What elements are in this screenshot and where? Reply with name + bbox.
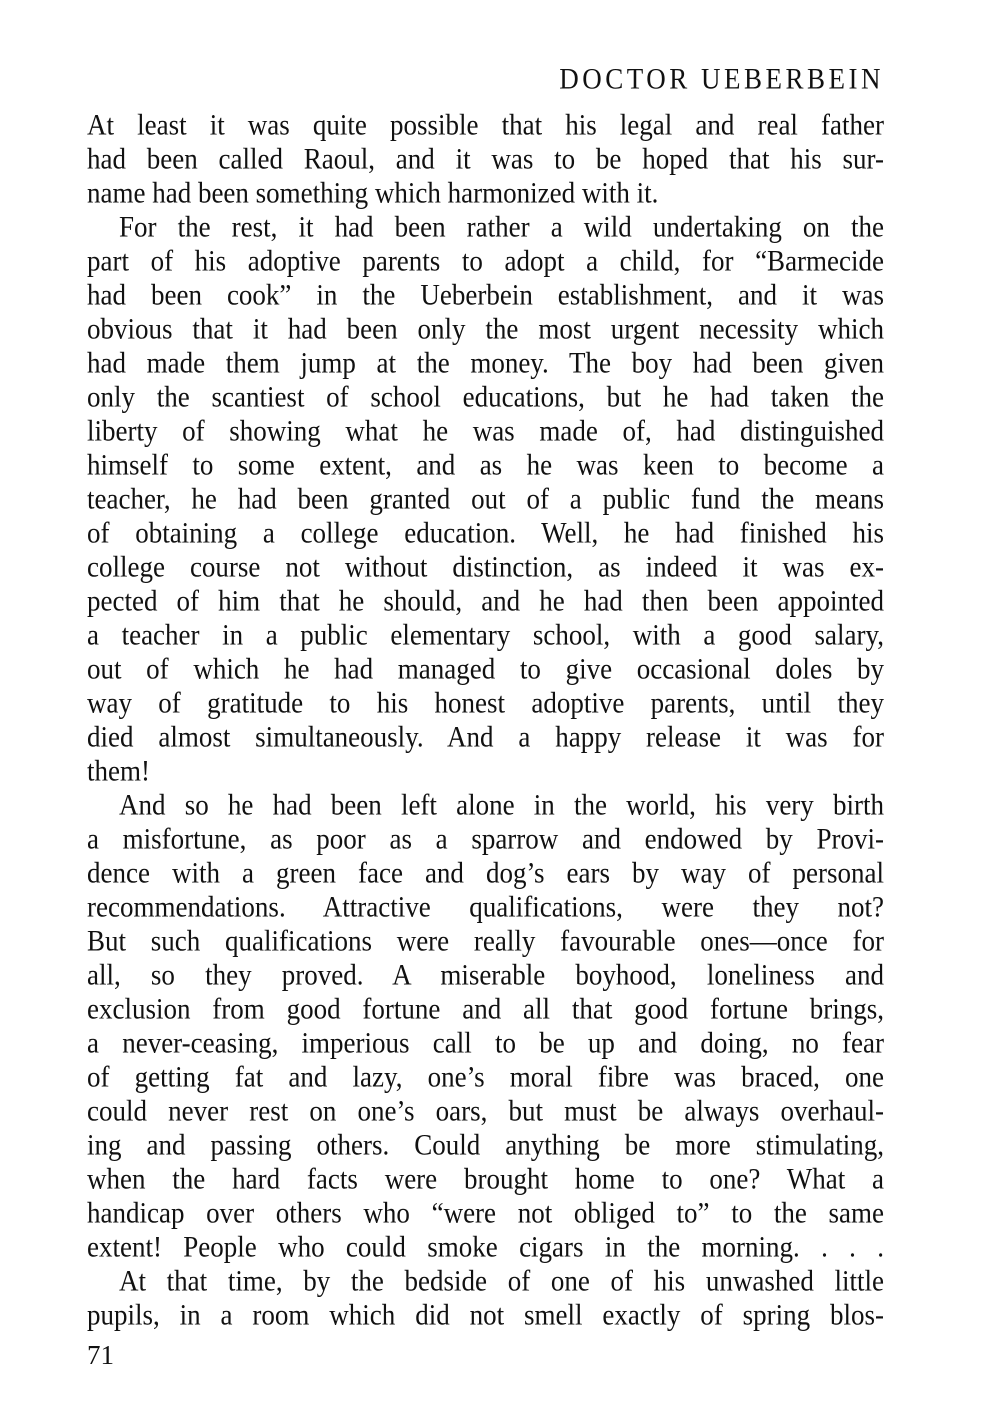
text-line: a never-ceasing, imperious call to be up and doing, no fear bbox=[87, 1026, 884, 1060]
text-line: when the hard facts were brought home to one? What a bbox=[87, 1162, 884, 1196]
text-line: At least it was quite possible that his legal and real father bbox=[87, 108, 884, 142]
text-line: a misfortune, as poor as a sparrow and endowed by Provi- bbox=[87, 822, 884, 856]
paragraph-2 bbox=[87, 210, 884, 788]
text-line: college course not without distinction, as indeed it was ex- bbox=[87, 550, 884, 584]
text-line: teacher, he had been granted out of a public fund the means bbox=[87, 482, 884, 516]
text-line: had been called Raoul, and it was to be hoped that his sur- bbox=[87, 142, 884, 176]
text-line: only the scantiest of school educations, but he had taken the bbox=[87, 380, 884, 414]
text-line: recommendations. Attractive qualifications, were they not? bbox=[87, 890, 884, 924]
text-line: ing and passing others. Could anything be more stimulating, bbox=[87, 1128, 884, 1162]
page-number: 71 bbox=[87, 1340, 114, 1370]
text-line: had made them jump at the money. The boy had been given bbox=[87, 346, 884, 380]
paragraph-1 bbox=[87, 108, 884, 210]
text-line: way of gratitude to his honest adoptive parents, until they bbox=[87, 686, 884, 720]
text-line: of getting fat and lazy, one’s moral fibre was braced, one bbox=[87, 1060, 884, 1094]
text-line: pected of him that he should, and he had then been appointed bbox=[87, 584, 884, 618]
text-line: died almost simultaneously. And a happy release it was for bbox=[87, 720, 884, 754]
text-line: At that time, by the bedside of one of his unwashed little bbox=[119, 1264, 884, 1298]
text-line: a teacher in a public elementary school, with a good salary, bbox=[87, 618, 884, 652]
text-line: of obtaining a college education. Well, he had finished his bbox=[87, 516, 884, 550]
text-line: could never rest on one’s oars, but must be always overhaul- bbox=[87, 1094, 884, 1128]
running-head: DOCTOR UEBERBEIN bbox=[559, 62, 884, 95]
text-line: pupils, in a room which did not smell exactly of spring blos- bbox=[87, 1298, 884, 1332]
paragraph-4 bbox=[87, 1264, 884, 1332]
text-line: For the rest, it had been rather a wild undertaking on the bbox=[119, 210, 884, 244]
text-line: part of his adoptive parents to adopt a child, for “Barmecide bbox=[87, 244, 884, 278]
text-line: himself to some extent, and as he was keen to become a bbox=[87, 448, 884, 482]
text-line: exclusion from good fortune and all that good fortune brings, bbox=[87, 992, 884, 1026]
text-line: obvious that it had been only the most urgent necessity which bbox=[87, 312, 884, 346]
paragraph-3 bbox=[87, 788, 884, 1264]
text-line: And so he had been left alone in the world, his very birth bbox=[119, 788, 884, 822]
text-line: out of which he had managed to give occasional doles by bbox=[87, 652, 884, 686]
text-line: all, so they proved. A miserable boyhood, loneliness and bbox=[87, 958, 884, 992]
text-line: had been cook” in the Ueberbein establishment, and it was bbox=[87, 278, 884, 312]
text-line: But such qualifications were really favourable ones—once for bbox=[87, 924, 884, 958]
text-line: name had been something which harmonized with it. bbox=[87, 176, 659, 210]
body-text bbox=[87, 108, 884, 1332]
text-line: dence with a green face and dog’s ears by way of personal bbox=[87, 856, 884, 890]
text-line: handicap over others who “were not obliged to” to the same bbox=[87, 1196, 884, 1230]
text-line: extent! People who could smoke cigars in the morning. . . . bbox=[87, 1230, 884, 1264]
text-line: them! bbox=[87, 754, 150, 788]
text-line: liberty of showing what he was made of, had distinguished bbox=[87, 414, 884, 448]
